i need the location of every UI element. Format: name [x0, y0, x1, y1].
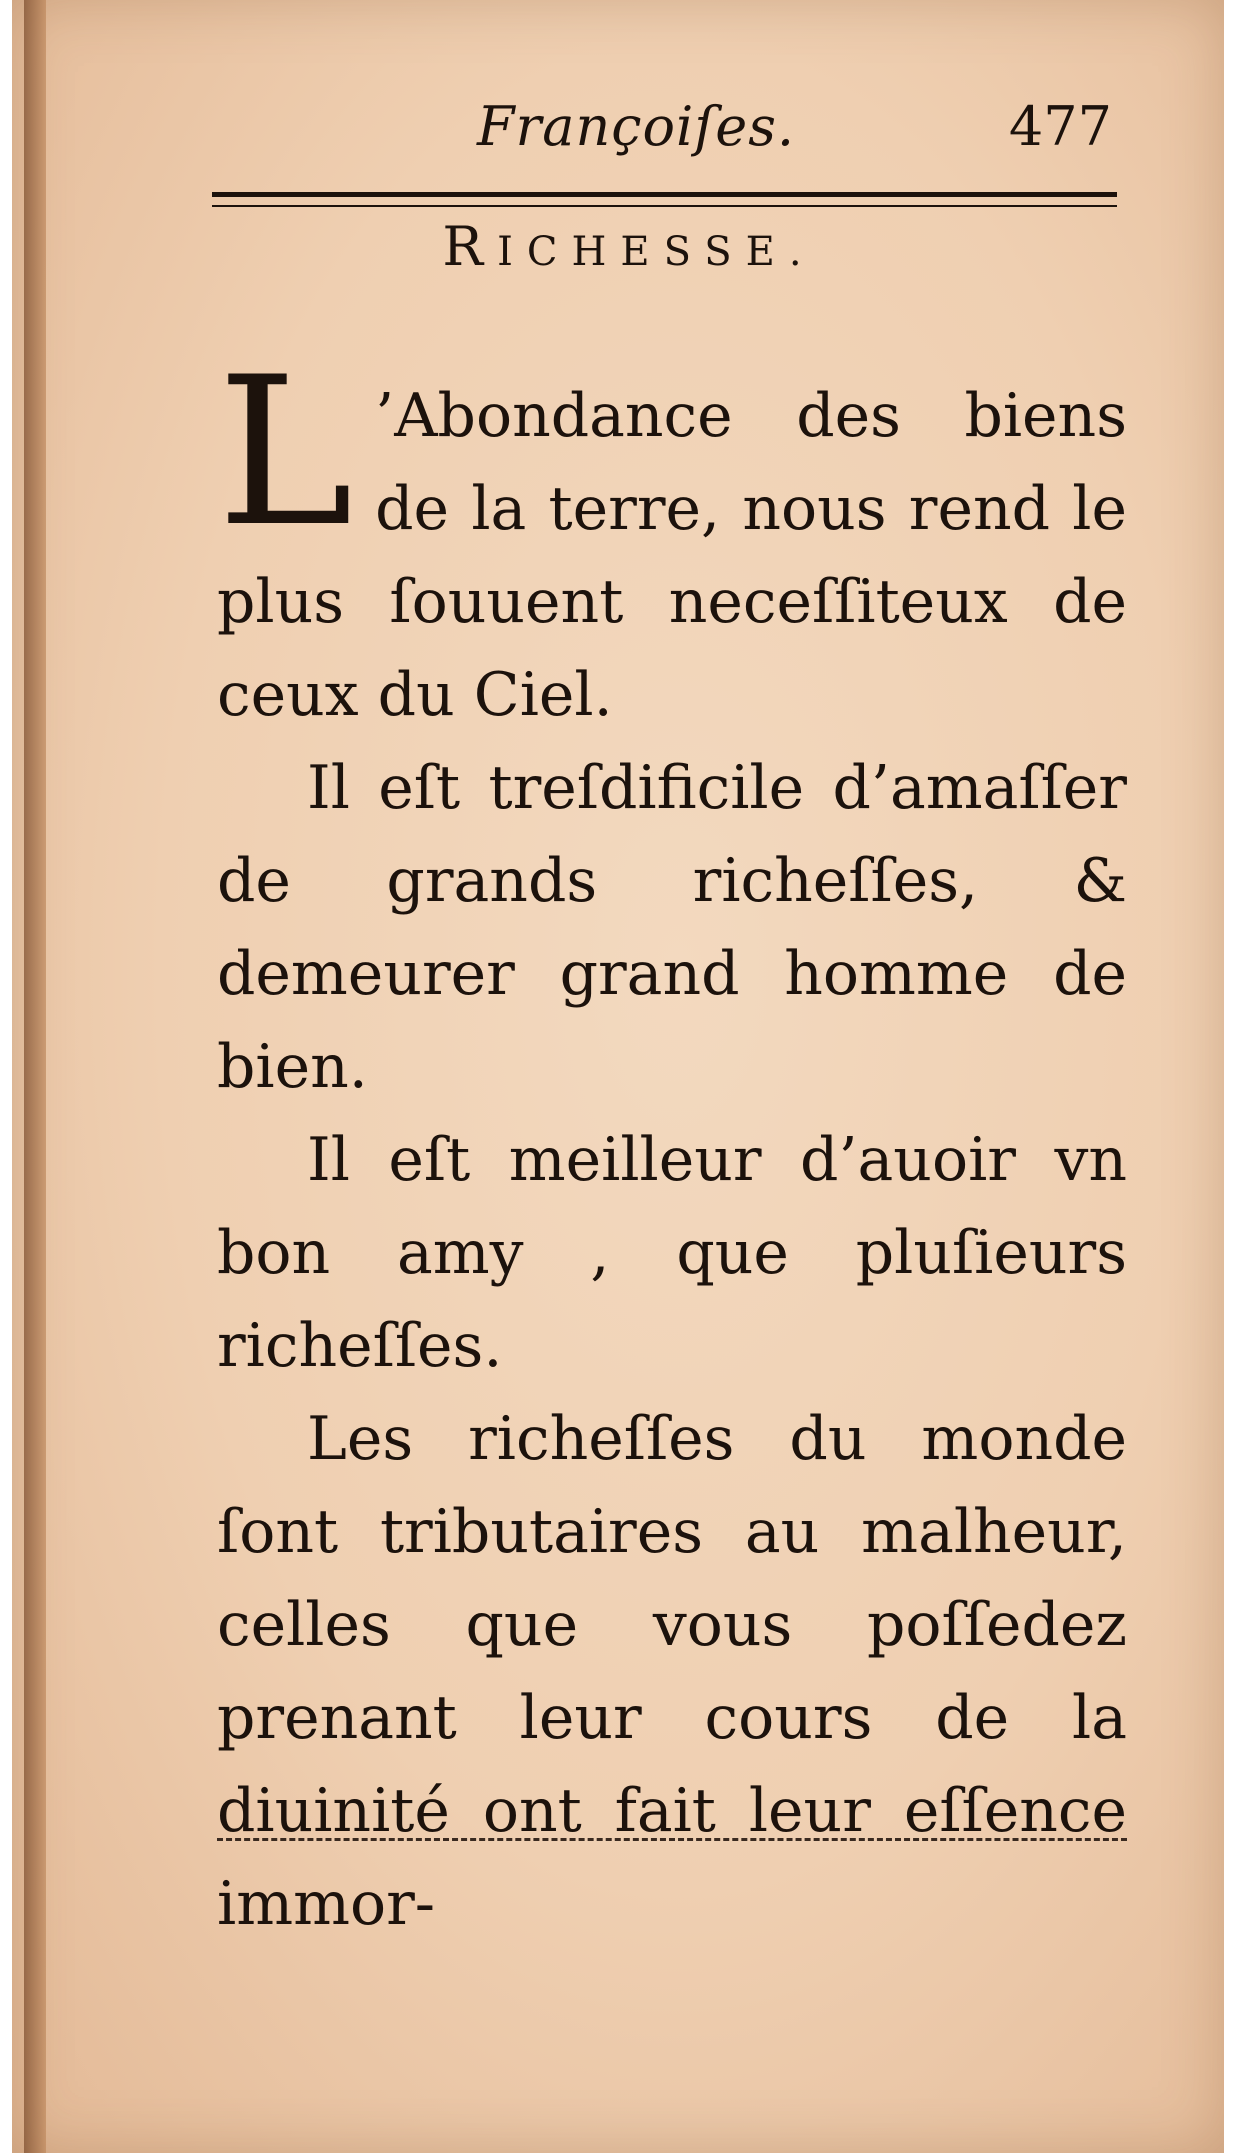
header-rule [212, 192, 1117, 207]
section-title [12, 215, 1234, 278]
section-title-initial: R [442, 215, 498, 278]
paragraph-2: Il eſt treſdificile d’amaſſer de grands richeſſes, & demeurer grand homme de bien. [217, 753, 1127, 1102]
section-title-rest: ICHESSE. [497, 229, 816, 275]
paragraph-3: Il eſt meilleur d’auoir vn bon amy , que pluſieurs richeſſes. [217, 1125, 1127, 1381]
page-gutter [24, 0, 46, 2153]
paragraph-4: Les richeſſes du monde ſont tributaires au malheur, celles que vous poſſedez prenant leur cours de la diuinité ont fait leur eſſence immor- [217, 1404, 1127, 1939]
running-head [202, 95, 1122, 175]
paragraph-1-text: ’Abondance des biens de la terre, nous rend le plus ſouuent neceſſiteux de ceux du Ciel. [217, 381, 1127, 730]
book-page [12, 0, 1224, 2153]
page-number: 477 [1008, 95, 1112, 158]
drop-cap: L [217, 334, 354, 572]
bottom-rule [217, 1838, 1127, 1841]
running-head-title: Françoiſes. [477, 95, 796, 158]
body-text [217, 334, 1127, 1951]
paragraph-1 [217, 334, 1127, 742]
